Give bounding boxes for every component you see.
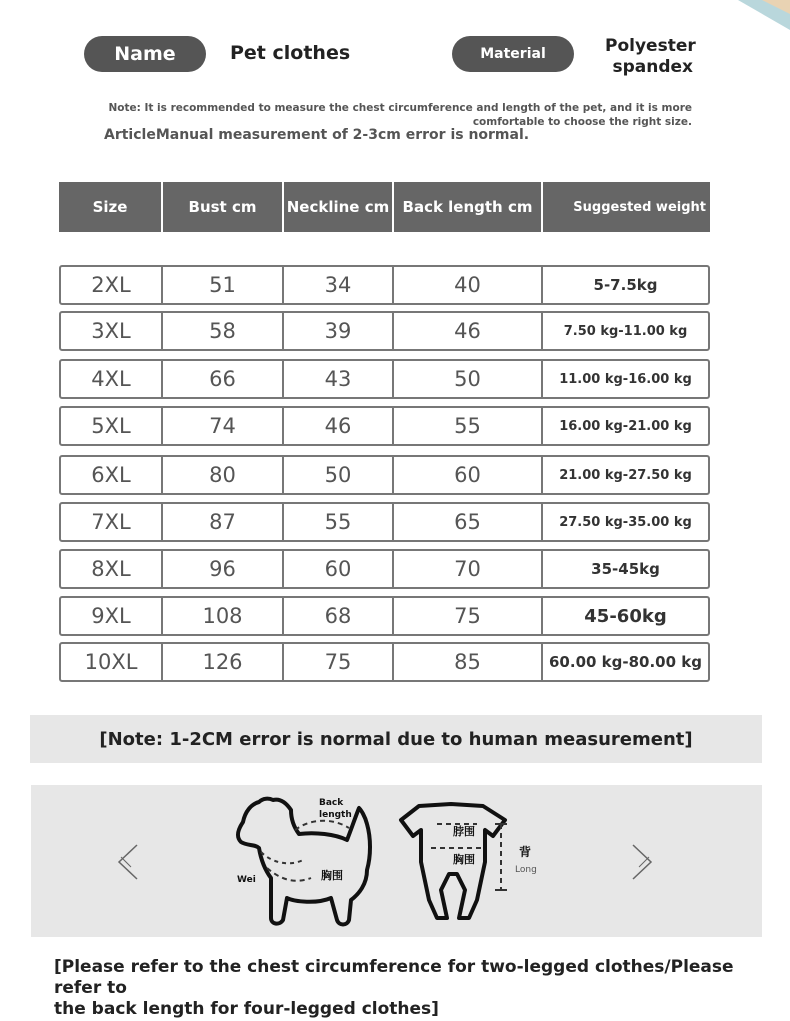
weight-cell: 5-7.5kg	[593, 276, 658, 294]
material-label: Material	[452, 36, 574, 72]
weight-cell: 7.50 kg-11.00 kg	[563, 323, 688, 339]
back-length-cell: 65	[394, 504, 543, 540]
material-value-line1: Polyester	[605, 36, 696, 56]
weight-cell: 21.00 kg-27.50 kg	[559, 467, 692, 483]
weight-cell: 35-45kg	[591, 560, 660, 578]
neckline-cell: 50	[284, 457, 394, 493]
measurement-note-line1: Note: It is recommended to measure the chest circumference and length of the pet, and it is more	[108, 102, 692, 114]
size-cell: 7XL	[61, 504, 163, 540]
neckline-cell: 34	[284, 267, 394, 303]
back-length-cell: 40	[394, 267, 543, 303]
bottom-instruction-line2: the back length for four-legged clothes]	[54, 999, 439, 1019]
back-length-label-line1: Back	[319, 798, 344, 808]
neckline-cell: 55	[284, 504, 394, 540]
error-note: [Note: 1-2CM error is normal due to human measurement]	[30, 715, 762, 763]
chest-label-cn-2: 胸围	[453, 853, 475, 866]
header-neckline: Neckline cm	[284, 182, 394, 232]
table-row	[59, 265, 710, 305]
back-length-cell: 70	[394, 551, 543, 587]
back-length-cell: 75	[394, 598, 543, 634]
size-table-header	[59, 182, 710, 232]
measurement-note	[100, 101, 692, 129]
table-row	[59, 311, 710, 351]
weight-cell: 27.50 kg-35.00 kg	[559, 514, 692, 530]
bust-cell: 51	[163, 267, 284, 303]
article-note: ArticleManual measurement of 2-3cm error is normal.	[104, 127, 530, 143]
header-size: Size	[59, 182, 163, 232]
table-row	[59, 642, 710, 682]
bust-cell: 66	[163, 361, 284, 397]
table-row	[59, 455, 710, 495]
back-length-cell: 85	[394, 644, 543, 680]
neckline-cell: 75	[284, 644, 394, 680]
header-bust: Bust cm	[163, 182, 284, 232]
chevron-right-icon[interactable]	[627, 843, 657, 881]
wei-label: Wei	[237, 875, 256, 885]
neckline-cell: 60	[284, 551, 394, 587]
size-cell: 4XL	[61, 361, 163, 397]
back-length-label	[319, 797, 352, 821]
bust-cell: 58	[163, 313, 284, 349]
bottom-instruction-line1: [Please refer to the chest circumference for two-legged clothes/Please refer to	[54, 957, 734, 998]
back-length-cell: 60	[394, 457, 543, 493]
size-cell: 6XL	[61, 457, 163, 493]
size-cell: 3XL	[61, 313, 163, 349]
bust-cell: 96	[163, 551, 284, 587]
size-cell: 2XL	[61, 267, 163, 303]
neckline-cell: 68	[284, 598, 394, 634]
size-cell: 9XL	[61, 598, 163, 634]
size-cell: 8XL	[61, 551, 163, 587]
table-row	[59, 549, 710, 589]
neckline-cell: 39	[284, 313, 394, 349]
bust-cell: 74	[163, 408, 284, 444]
header-back-length: Back length cm	[394, 182, 543, 232]
dog-outline-icon	[221, 790, 561, 935]
bottom-instruction	[54, 957, 754, 1020]
table-row	[59, 502, 710, 542]
material-value-line2: spandex	[612, 57, 693, 77]
bust-cell: 87	[163, 504, 284, 540]
back-length-cell: 50	[394, 361, 543, 397]
bust-cell: 126	[163, 644, 284, 680]
weight-cell: 60.00 kg-80.00 kg	[549, 653, 702, 671]
measurement-diagram	[31, 785, 762, 937]
pet-measurement-figure	[221, 790, 561, 935]
name-value: Pet clothes	[230, 42, 351, 64]
back-length-cell: 46	[394, 313, 543, 349]
bust-cell: 80	[163, 457, 284, 493]
neck-label-cn: 脖围	[453, 825, 475, 838]
table-row	[59, 359, 710, 399]
material-value	[605, 36, 696, 78]
neckline-cell: 43	[284, 361, 394, 397]
weight-cell: 11.00 kg-16.00 kg	[559, 371, 692, 387]
header-suggested-weight: Suggested weight	[573, 199, 706, 215]
weight-cell: 16.00 kg-21.00 kg	[559, 418, 692, 434]
weight-cell: 45-60kg	[584, 605, 667, 627]
chevron-left-icon[interactable]	[113, 843, 143, 881]
size-cell: 5XL	[61, 408, 163, 444]
back-length-label-line2: length	[319, 810, 352, 820]
measurement-note-line2: comfortable to choose the right size.	[472, 116, 692, 128]
size-cell: 10XL	[61, 644, 163, 680]
neckline-cell: 46	[284, 408, 394, 444]
chest-label-cn: 胸围	[321, 869, 343, 882]
back-length-cell: 55	[394, 408, 543, 444]
long-label: Long	[515, 865, 537, 875]
corner-decoration	[718, 0, 790, 32]
back-label-cn: 背	[519, 845, 532, 859]
name-label: Name	[84, 36, 206, 72]
table-row	[59, 596, 710, 636]
table-row	[59, 406, 710, 446]
bust-cell: 108	[163, 598, 284, 634]
